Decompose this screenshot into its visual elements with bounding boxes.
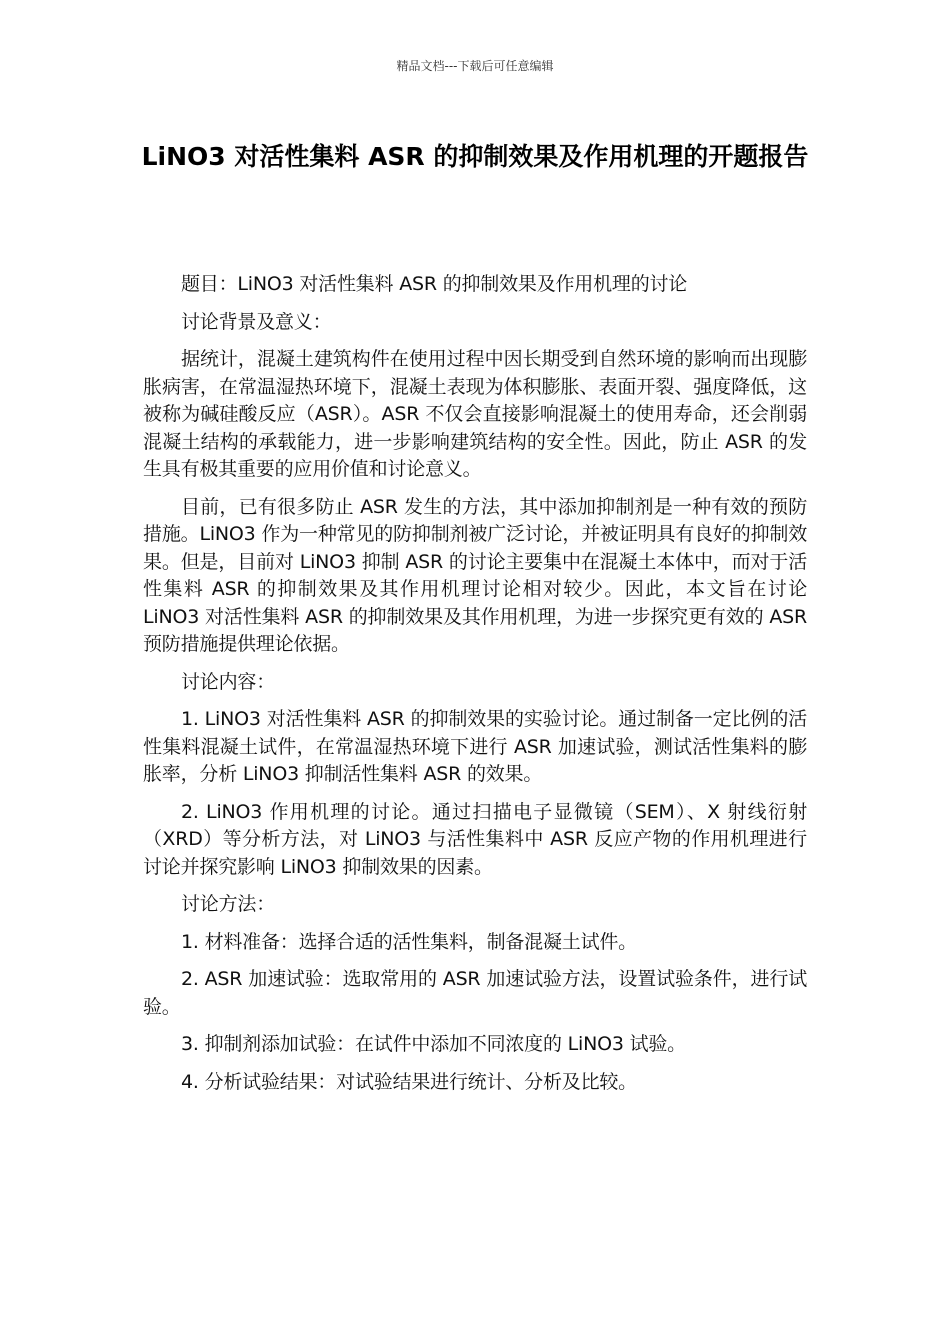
background-paragraph-1: 据统计，混凝土建筑构件在使用过程中因长期受到自然环境的影响而出现膨胀病害，在常温湿热环境下，混凝土表现为体积膨胀、表面开裂、强度降低，这被称为碱硅酸反应（ASR）。ASR 不仅会直接影响混凝土的使用寿命，还会削弱混凝土结构的承载能力，进一步影响建筑结构的安全性。因此，防止 ASR 的发生具有极其重要的应用价值和讨论意义。 (143, 348, 807, 480)
method-item-1: 1. 材料准备：选择合适的活性集料，制备混凝土试件。 (181, 930, 637, 953)
content-item-2: 2. LiNO3 作用机理的讨论。通过扫描电子显微镜（SEM）、X 射线衍射（XRD）等分析方法，对 LiNO3 与活性集料中 ASR 反应产物的作用机理进行讨论并探究影响 LiNO3 抑制效果的因素。 (143, 800, 807, 878)
content-item-1: 1. LiNO3 对活性集料 ASR 的抑制效果的实验讨论。通过制备一定比例的活性集料混凝土试件，在常温湿热环境下进行 ASR 加速试验，测试活性集料的膨胀率，分析 LiNO3 抑制活性集料 ASR 的效果。 (143, 708, 807, 785)
topic-paragraph: 题目：LiNO3 对活性集料 ASR 的抑制效果及作用机理的讨论 (181, 273, 688, 295)
page-header-watermark: 精品文档---下载后可任意编辑 (396, 59, 554, 73)
background-heading: 讨论背景及意义： (181, 310, 332, 333)
method-item-2: 2. ASR 加速试验：选取常用的 ASR 加速试验方法，设置试验条件，进行试验。 (143, 968, 807, 1018)
content-heading: 讨论内容： (181, 670, 276, 693)
document-title: LiNO3 对活性集料 ASR 的抑制效果及作用机理的开题报告 (141, 142, 809, 171)
method-item-3: 3. 抑制剂添加试验：在试件中添加不同浓度的 LiNO3 试验。 (181, 1033, 686, 1055)
method-item-4: 4. 分析试验结果：对试验结果进行统计、分析及比较。 (181, 1070, 637, 1093)
document-body (143, 271, 807, 1106)
method-heading: 讨论方法： (181, 893, 276, 915)
background-paragraph-2: 目前，已有很多防止 ASR 发生的方法，其中添加抑制剂是一种有效的预防措施。LiNO3 作为一种常见的防抑制剂被广泛讨论，并被证明具有良好的抑制效果。但是，目前对 LiNO3 抑制 ASR 的讨论主要集中在混凝土本体中，而对于活性集料 ASR 的抑制效果及其作用机理讨论相对较少。因此，本文旨在讨论 LiNO3 对活性集料 ASR 的抑制效果及其作用机理，为进一步探究更有效的 ASR 预防措施提供理论依据。 (143, 495, 807, 655)
